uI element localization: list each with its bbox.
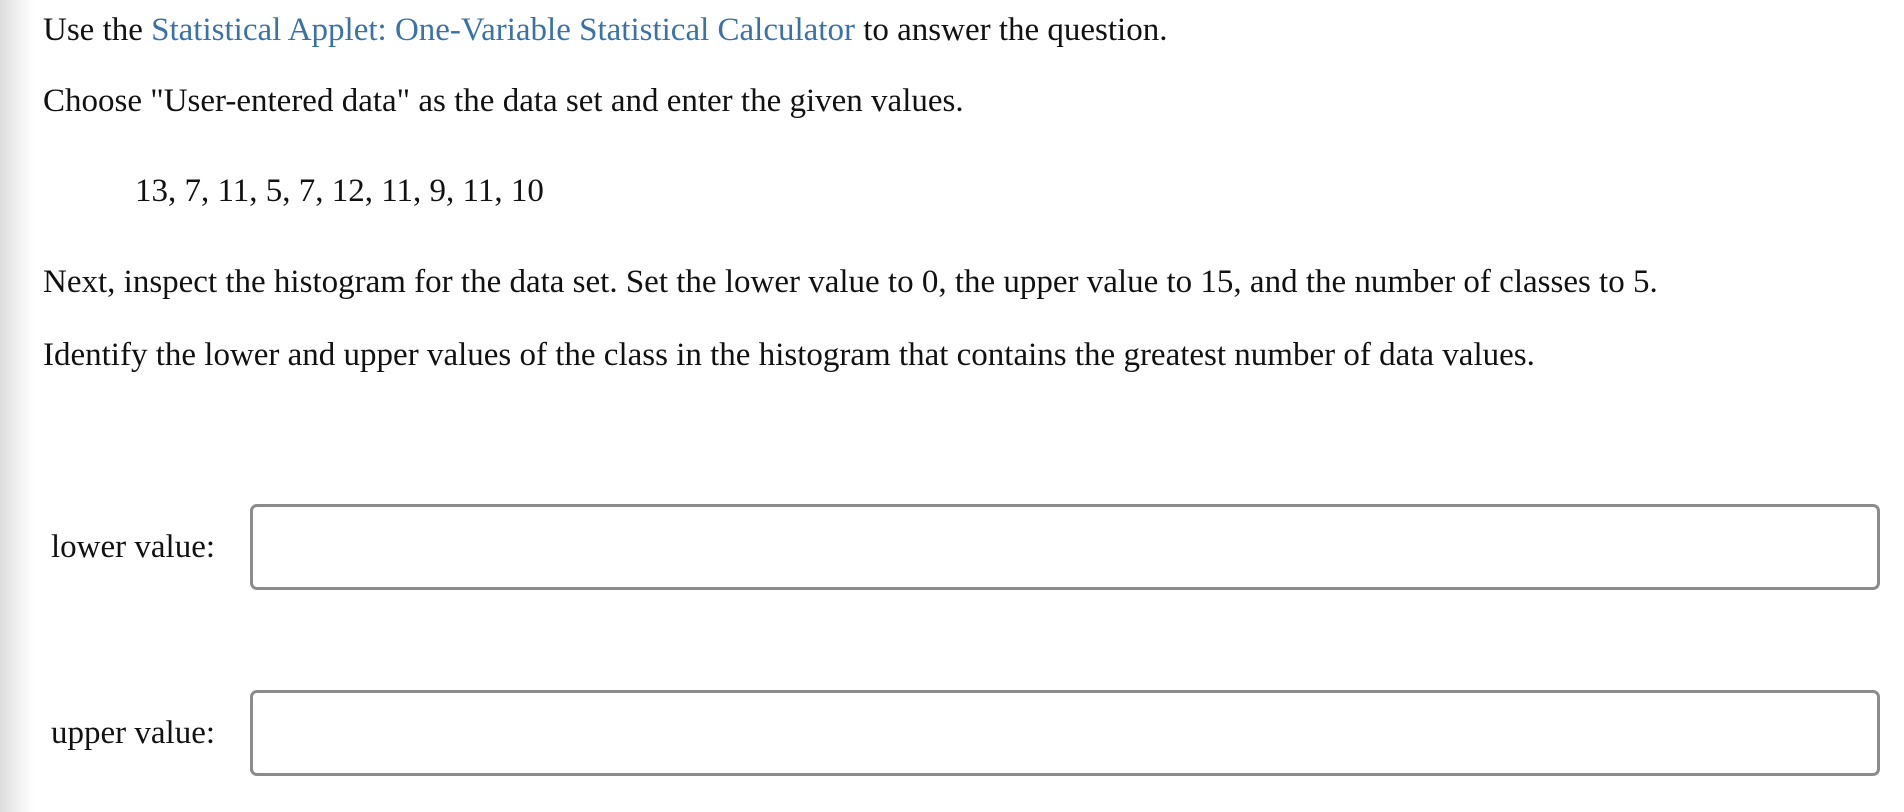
statistical-applet-link[interactable]: Statistical Applet: One-Variable Statistical Calculator bbox=[151, 12, 855, 48]
upper-value-input[interactable] bbox=[250, 690, 1880, 776]
data-values: 13, 7, 11, 5, 7, 12, 11, 9, 11, 10 bbox=[135, 173, 544, 209]
question-prompt: Identify the lower and upper values of the class in the histogram that contains the greatest number of data values. bbox=[43, 337, 1535, 373]
data-set-instruction: Choose "User-entered data" as the data set and enter the given values. bbox=[43, 83, 964, 119]
intro-line bbox=[43, 10, 1167, 50]
intro-suffix: to answer the question. bbox=[854, 12, 1168, 48]
upper-value-row bbox=[51, 690, 1881, 776]
lower-value-row bbox=[51, 504, 1881, 590]
histogram-instruction: Next, inspect the histogram for the data set. Set the lower value to 0, the upper value to 15, and the number of classes to 5. bbox=[43, 264, 1658, 300]
lower-value-input[interactable] bbox=[250, 504, 1880, 590]
intro-prefix: Use the bbox=[43, 12, 152, 48]
lower-value-label: lower value: bbox=[51, 529, 216, 565]
left-edge-shadow bbox=[0, 0, 34, 812]
upper-value-label: upper value: bbox=[51, 715, 216, 751]
